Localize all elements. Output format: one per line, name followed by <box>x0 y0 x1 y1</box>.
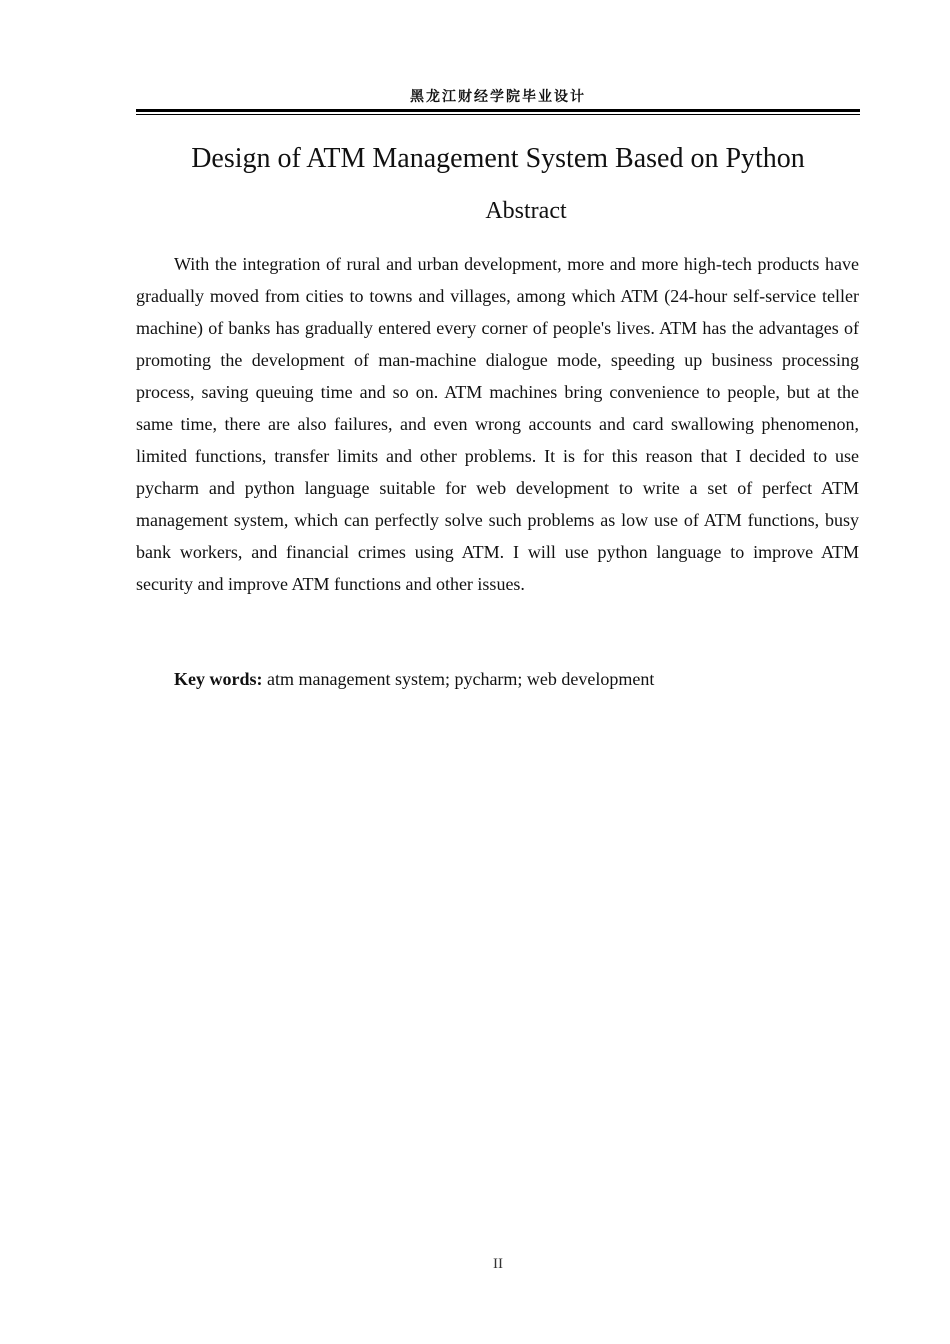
header-rule-thin <box>136 114 860 115</box>
header-rule-thick <box>136 109 860 112</box>
keywords-line <box>136 663 859 695</box>
page-number: II <box>493 1256 503 1272</box>
keywords-label: Key words: <box>174 669 263 689</box>
keywords-text: atm management system; pycharm; web development <box>262 669 655 689</box>
abstract-paragraph: With the integration of rural and urban development, more and more high-tech products have gradually moved from cities to towns and villages, among which ATM (24-hour self-service teller machine) of banks has gradually entered every corner of people's lives. ATM has the advantages of promoting the development of man-machine dialogue mode, speeding up business processing process, saving queuing time and so on. ATM machines bring convenience to people, but at the same time, there are also failures, and even wrong accounts and card swallowing phenomenon, limited functions, transfer limits and other problems. It is for this reason that I decided to use pycharm and python language suitable for web development to write a set of perfect ATM management system, which can perfectly solve such problems as low use of ATM functions, busy bank workers, and financial crimes using ATM. I will use python language to improve ATM security and improve ATM functions and other issues. <box>136 254 859 594</box>
page-header: 黑龙江财经学院毕业设计 <box>410 89 586 105</box>
document-title: Design of ATM Management System Based on Python <box>191 143 805 174</box>
abstract-heading: Abstract <box>485 198 567 224</box>
